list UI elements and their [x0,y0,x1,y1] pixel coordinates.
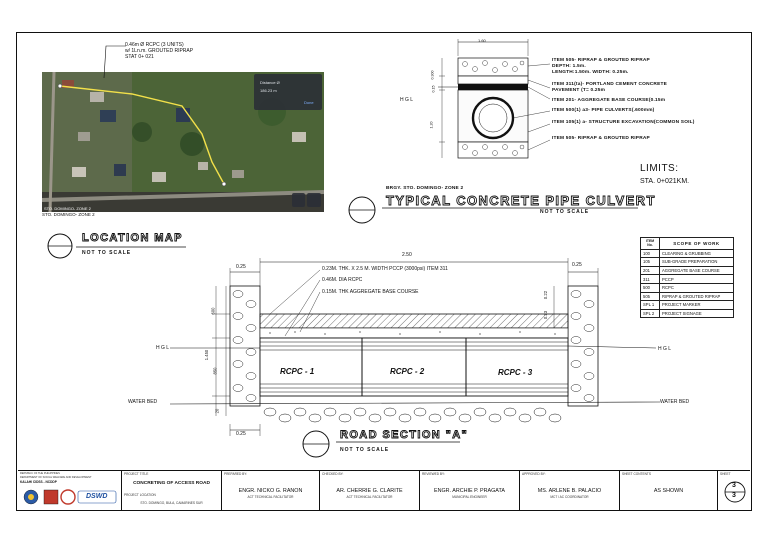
culvert-dim-left-1: 0.300 [430,70,435,80]
limits-station: STA. 0+021KM. [640,178,690,185]
road-dim-bottom: 0.25 [236,431,246,437]
scope-item-cell: 105 [641,258,660,267]
scope-header-scope: SCOPE OF WORK [660,238,734,250]
agency-line-3: KALAHI CIDSS - NCDDP [20,480,57,484]
scope-desc-cell: RIPRAP & GROUTED RIPRAP [660,292,734,301]
sheet-scale: AS SHOWN [653,488,684,494]
reviewed-name: ENGR. ARCHIE P. PRAGATA [434,488,505,494]
pipe-label-rcpc-1: RCPC - 1 [280,367,315,376]
title-block-sheet [718,471,750,510]
checked-caption: CHECKED BY: [322,472,344,476]
road-section-title: ROAD SECTION "A" [340,429,469,441]
road-water-bed-right: WATER BED [660,399,690,405]
checked-role: ACT TECHNICAL FACILITATOR [346,495,393,499]
limits-label: LIMITS: [640,163,679,174]
scope-desc-cell: PROJECT SIGNAGE [660,309,734,318]
scope-desc-cell: PROJECT MARKER [660,301,734,310]
approved-name: MS. ARLENE B. PALACIO [537,488,602,494]
sheet-contents-caption: SHEET CONTENTS [622,472,651,476]
title-block-prepared [222,471,320,510]
title-block-agency [18,471,122,510]
sheet-caption: SHEET [720,472,731,476]
road-note-rcpc: 0.46M. DIA RCPC [322,277,363,283]
approved-role: MCT / AC COORDINATOR [550,495,589,499]
prepared-name: ENGR. NICKO G. RANON [238,488,303,494]
road-dim-left: 0.25 [236,264,246,270]
prepared-role: ACT TECHNICAL FACILITATOR [247,495,294,499]
road-water-bed-left: WATER BED [128,399,158,405]
scope-desc-cell: SUB-GRADE PREPARATION [660,258,734,267]
scope-item-cell: 505 [641,292,660,301]
culvert-note-6: ITEM 201- AGGREGATE BASE COURSE(0.15m [552,98,666,103]
reviewed-role: MUNICIPAL ENGINEER [452,495,487,499]
scope-item-cell: 311 [641,275,660,284]
road-dim-v-2: 1.450 [204,349,210,361]
prepared-caption: PREPARED BY: [224,472,248,476]
scope-desc-cell: RCPC [660,283,734,292]
road-note-aggregate: 0.15M. THK AGGREGATE BASE COURSE [322,289,419,295]
scope-item-cell: 500 [641,283,660,292]
culvert-dim-top: 1.60 [478,38,486,43]
culvert-detail-drawing [420,36,550,166]
road-dim-r-2: 0.23 [543,310,549,320]
scope-item-cell: SPL 2 [641,309,660,318]
culvert-scale-note: NOT TO SCALE [540,209,590,215]
pipe-label-rcpc-2: RCPC - 2 [390,367,425,376]
title-block-project [122,471,222,510]
road-dim-v-3: 850 [212,367,218,375]
culvert-title: TYPICAL CONCRETE PIPE CULVERT [386,193,656,208]
culvert-note-1: ITEM 505- RIPRAP & GROUTED RIPRAP [552,58,650,63]
road-note-pccp: 0.23M. THK. X 2.5 M. WIDTH PCCP (3000psi) ITEM 311 [322,266,448,272]
road-hgl-left: H G L [156,345,170,351]
project-location: STO. DOMINGO, BULA, CAMARINES SUR [140,501,203,505]
culvert-dim-left-2: 0.15 [431,85,436,93]
scope-item-cell: SPL 1 [641,301,660,310]
photo-overlay-done-button[interactable]: Done [304,100,314,105]
title-block-approved [520,471,620,510]
photo-callout-label: 0.46m Ø RCPC (3 UNITS) w/ 1Ln.m. GROUTED RIPRAP STAT 0+ 021 [125,42,194,60]
photo-overlay-line1: Distance Ø [260,80,280,85]
culvert-note-4: ITEM 311(ta)- PORTLAND CEMENT CONCRETE [552,82,668,87]
photo-callout-leader [100,44,130,84]
dswd-logo-text: DSWD [86,493,108,500]
title-block-reviewed [420,471,520,510]
location-map-scale-note: NOT TO SCALE [82,250,132,256]
project-title: CONCRETING OF ACCESS ROAD [133,481,210,486]
scope-item-cell: 201 [641,266,660,275]
title-block [18,470,750,510]
scope-desc-cell: AGGREGATE BASE COURSE [660,266,734,275]
culvert-note-8: ITEM 105(1) a- STRUCTURE EXCAVATION(COMMON SOIL) [552,120,695,125]
agency-line-1: REPUBLIC OF THE PHILIPPINES [20,472,60,475]
road-dim-right: 0.25 [572,262,582,268]
culvert-note-7: ITEM 500(1) a3- PIPE CULVERTS(.600mm) [552,108,655,113]
road-dim-total: 2.50 [402,252,412,258]
location-map-title: LOCATION MAP [82,232,183,244]
sheet-number: 3 [732,482,736,489]
agency-line-2: DEPARTMENT OF SOCIAL WELFARE AND DEVELOPMENT [20,476,92,479]
road-dim-v-1: 600 [210,307,216,315]
road-hgl-right: H G L [658,346,672,352]
title-block-checked [320,471,420,510]
project-title-caption: PROJECT TITLE [124,472,149,476]
culvert-note-5: PAVEMENT (T= 0.25m [552,88,606,93]
title-block-sheet-contents [620,471,718,510]
scope-desc-cell: CLEARING & GRUBBING [660,249,734,258]
culvert-note-3: LENGTH:1.50m. WIDTH: 0.25m. [552,70,629,75]
culvert-location: BRGY. STO. DOMINGO- ZONE 2 [386,186,464,191]
sheet-total: 3 [732,492,736,499]
road-dim-v-4: 20 [214,408,220,414]
satellite-photo [42,72,324,212]
culvert-hgl-label: H G L [400,97,414,103]
photo-caption: STO. DOMINGO- ZONE 2 [44,206,91,211]
culvert-dim-left-3: 1.20 [429,121,434,129]
pipe-label-rcpc-3: RCPC - 3 [498,368,533,377]
road-dim-r-1: 0.22 [543,290,549,300]
approved-caption: APPROVED BY: [522,472,546,476]
road-section-scale-note: NOT TO SCALE [340,447,390,453]
checked-name: AR. CHERRIE G. CLARITE [336,488,403,494]
scope-item-cell: 100 [641,249,660,258]
culvert-note-2: DEPTH: 1.5m. [552,64,586,69]
satellite-photo-graphic [42,72,324,212]
photo-caption-below: STO. DOMINGO- ZONE 2 [42,212,95,217]
project-location-caption: PROJECT LOCATION [124,493,156,497]
scope-header-item: ITEM No. [641,238,660,250]
reviewed-caption: REVIEWED BY: [422,472,445,476]
photo-overlay-line2: 186.23 m [260,88,277,93]
culvert-note-9: ITEM 505- RIPRAP & GROUTED RIPRAP [552,136,650,141]
scope-desc-cell: PCCP [660,275,734,284]
